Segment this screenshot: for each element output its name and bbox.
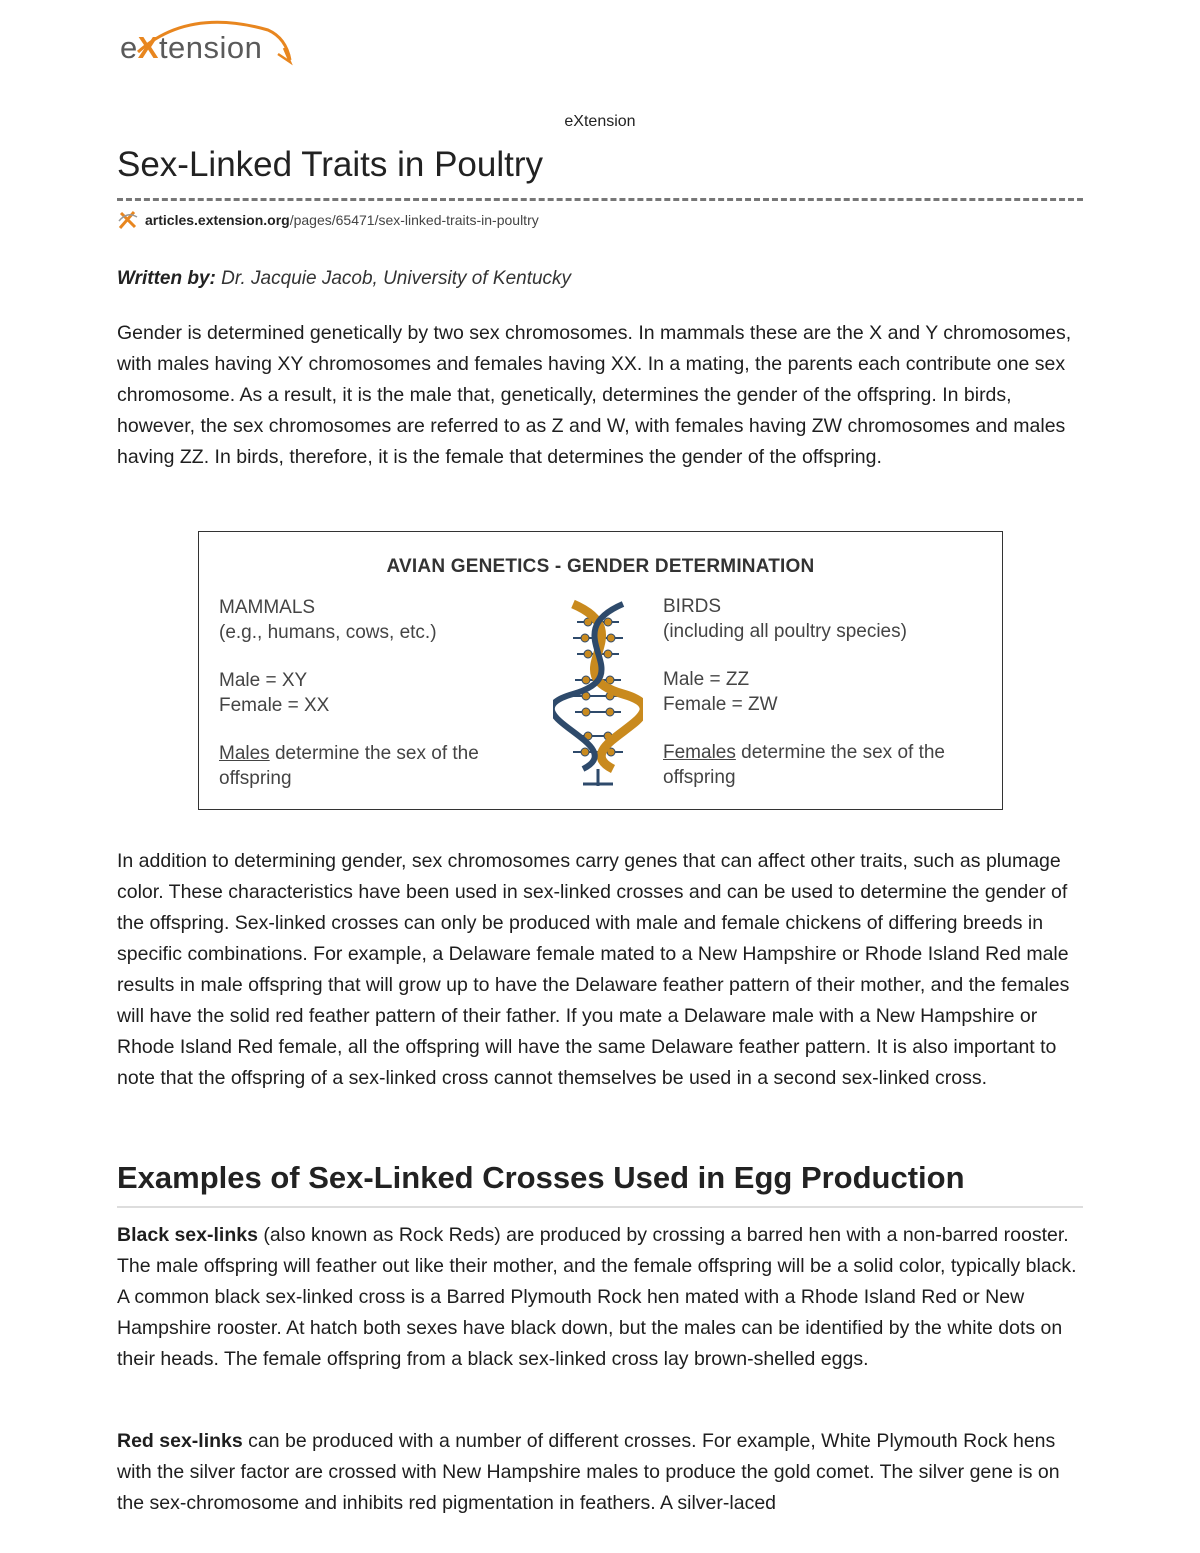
black-sex-links-text: (also known as Rock Reds) are produced by crossing a barred hen with a non-barred rooster. The male offspring will feather out like their mother, and the female offspring will be a solid color, typically black. A common black sex-linked cross is a Barred Plymouth Rock hen mated with a Rhode Island Red or New Hampshire rooster. At hatch both sexes have black down, but the males can be identified by the white dots on their heads. The female offspring from a black sex-linked cross lay brown-shelled eggs. (117, 1224, 1077, 1370)
sex-chromosome-paragraph: In addition to determining gender, sex chromosomes carry genes that can affect other traits, such as plumage color. These characteristics have been used in sex-linked crosses and can be used to determine the gender of the offspring. Sex-linked crosses can only be produced with male and female chickens of differing breeds in specific combinations. For example, a Delaware female mated to a New Hampshire or Rhode Island Red male results in male offspring that will grow up to have the Delaware feather pattern of their mother, and the females will have the solid red feather pattern of their father. If you mate a Delaware male with a New Hampshire or Rhode Island Red female, all the offspring will have the same Delaware feather pattern. It is also important to note that the offspring of a sex-linked cross cannot themselves be used in a second sex-linked cross. (117, 850, 1070, 1089)
mammals-female: Female = XX (219, 695, 330, 716)
source-url[interactable] (117, 208, 539, 232)
byline (117, 268, 571, 290)
gender-determination-figure (198, 531, 1003, 810)
birds-subheading: (including all poultry species) (663, 621, 907, 642)
red-sex-links-paragraph (117, 1426, 1083, 1519)
page-title: Sex-Linked Traits in Poultry (117, 145, 544, 184)
birds-heading: BIRDS (663, 596, 722, 617)
birds-male: Male = ZZ (663, 669, 750, 690)
birds-note-underlined: Females (663, 742, 736, 763)
figure-birds-column (663, 594, 983, 813)
red-sex-links-term: Red sex-links (117, 1430, 243, 1452)
byline-label: Written by: (117, 268, 216, 289)
black-sex-links-term: Black sex-links (117, 1224, 258, 1246)
birds-female: Female = ZW (663, 694, 778, 715)
mammals-male: Male = XY (219, 670, 308, 691)
section-divider (117, 1206, 1083, 1208)
mammals-note: determine the sex of the offspring (219, 743, 479, 789)
title-divider (117, 198, 1083, 201)
dna-helix-icon (553, 594, 643, 789)
mammals-subheading: (e.g., humans, cows, etc.) (219, 622, 437, 643)
mammals-heading: MAMMALS (219, 597, 316, 618)
site-label: eXtension (564, 113, 636, 130)
black-sex-links-paragraph (117, 1220, 1083, 1375)
birds-note: determine the sex of the offspring (663, 742, 945, 788)
figure-title: AVIAN GENETICS - GENDER DETERMINATION (386, 556, 815, 577)
extension-logo[interactable] (118, 12, 293, 72)
extension-favicon-icon (117, 209, 139, 231)
url-domain[interactable]: articles.extension.org (145, 212, 290, 228)
red-sex-links-text: can be produced with a number of different crosses. For example, White Plymouth Rock hens with the silver factor are crossed with New Hampshire males to produce the gold comet. The silver gene is on the sex-chromosome and inhibits red pigmentation in feathers. A silver-laced (117, 1430, 1060, 1514)
figure-mammals-column (219, 595, 539, 814)
section-heading: Examples of Sex-Linked Crosses Used in Egg Production (117, 1160, 965, 1195)
url-path[interactable]: /pages/65471/sex-linked-traits-in-poultry (289, 212, 539, 228)
mammals-note-underlined: Males (219, 743, 270, 764)
intro-paragraph: Gender is determined genetically by two sex chromosomes. In mammals these are the X and Y chromosomes, with males having XY chromosomes and females having XX. In a mating, the parents each contribute one sex chromosome. As a result, it is the male that, genetically, determines the gender of the offspring. In birds, however, the sex chromosomes are referred to as Z and W, with females having ZW chromosomes and males having ZZ. In birds, therefore, it is the female that determines the gender of the offspring. (117, 322, 1072, 468)
logo-wordmark: eXtension (120, 30, 263, 65)
byline-author: Dr. Jacquie Jacob, University of Kentucky (221, 268, 572, 289)
